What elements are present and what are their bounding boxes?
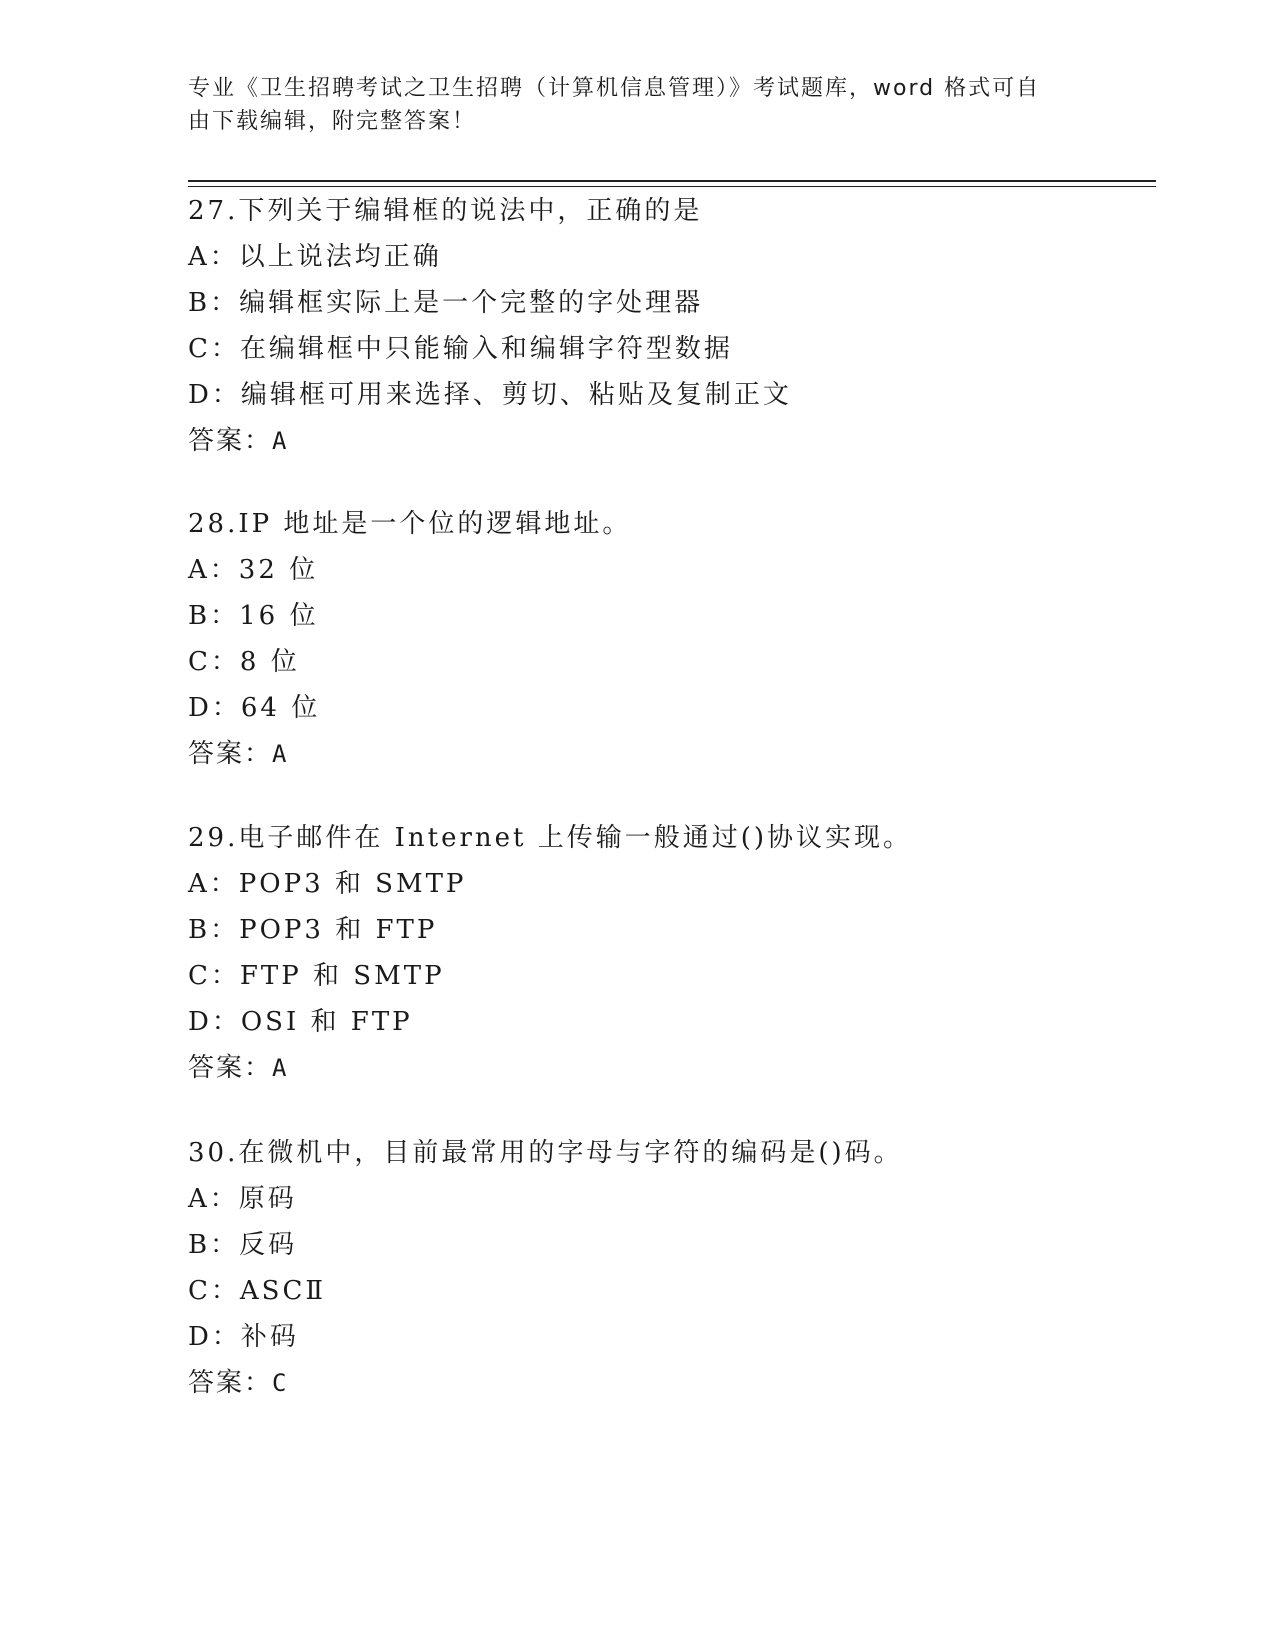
- answer-value: A: [272, 427, 289, 455]
- answer-value: A: [272, 740, 289, 768]
- answer-value: C: [272, 1369, 289, 1397]
- header-line-1: 专业《卫生招聘考试之卫生招聘（计算机信息管理）》考试题库，word 格式可自: [188, 76, 1041, 101]
- answer-label: 答案：: [188, 739, 273, 769]
- question-stem: 27.下列关于编辑框的说法中，正确的是: [188, 196, 703, 226]
- answer-line: [188, 418, 1168, 464]
- option-d: D：OSI 和 FTP: [188, 1007, 413, 1037]
- option-b: B：POP3 和 FTP: [188, 915, 438, 945]
- header-line-2: 由下载编辑，附完整答案！: [188, 109, 477, 134]
- answer-line: [188, 731, 1168, 777]
- option-a: A：以上说法均正确: [188, 242, 442, 272]
- option-b: B：编辑框实际上是一个完整的字处理器: [188, 288, 704, 318]
- option-a: A：原码: [188, 1184, 297, 1214]
- option-d: D：补码: [188, 1322, 299, 1352]
- question-28: [188, 501, 1168, 777]
- question-29: [188, 815, 1168, 1091]
- option-d: D：64 位: [188, 693, 321, 723]
- option-a: A：32 位: [188, 555, 319, 585]
- answer-line: [188, 1360, 1168, 1406]
- option-d: D：编辑框可用来选择、剪切、粘贴及复制正文: [188, 380, 792, 410]
- question-stem: 28.IP 地址是一个位的逻辑地址。: [188, 509, 632, 539]
- option-a: A：POP3 和 SMTP: [188, 869, 467, 899]
- question-stem: 29.电子邮件在 Internet 上传输一般通过()协议实现。: [188, 823, 913, 853]
- question-stem: 30.在微机中，目前最常用的字母与字符的编码是()码。: [188, 1138, 903, 1168]
- option-c: C：8 位: [188, 647, 300, 677]
- answer-label: 答案：: [188, 426, 273, 456]
- option-c: C：ASCⅡ: [188, 1276, 327, 1306]
- option-b: B：16 位: [188, 601, 319, 631]
- option-c: C：FTP 和 SMTP: [188, 961, 445, 991]
- header-divider-thick: [188, 180, 1156, 182]
- answer-label: 答案：: [188, 1053, 273, 1083]
- header-divider-thin: [188, 186, 1156, 187]
- answer-value: A: [272, 1054, 289, 1082]
- document-header: [188, 72, 1068, 138]
- question-30: [188, 1130, 1168, 1406]
- option-c: C：在编辑框中只能输入和编辑字符型数据: [188, 334, 733, 364]
- question-27: [188, 188, 1168, 464]
- answer-line: [188, 1045, 1168, 1091]
- answer-label: 答案：: [188, 1368, 273, 1398]
- option-b: B：反码: [188, 1230, 298, 1260]
